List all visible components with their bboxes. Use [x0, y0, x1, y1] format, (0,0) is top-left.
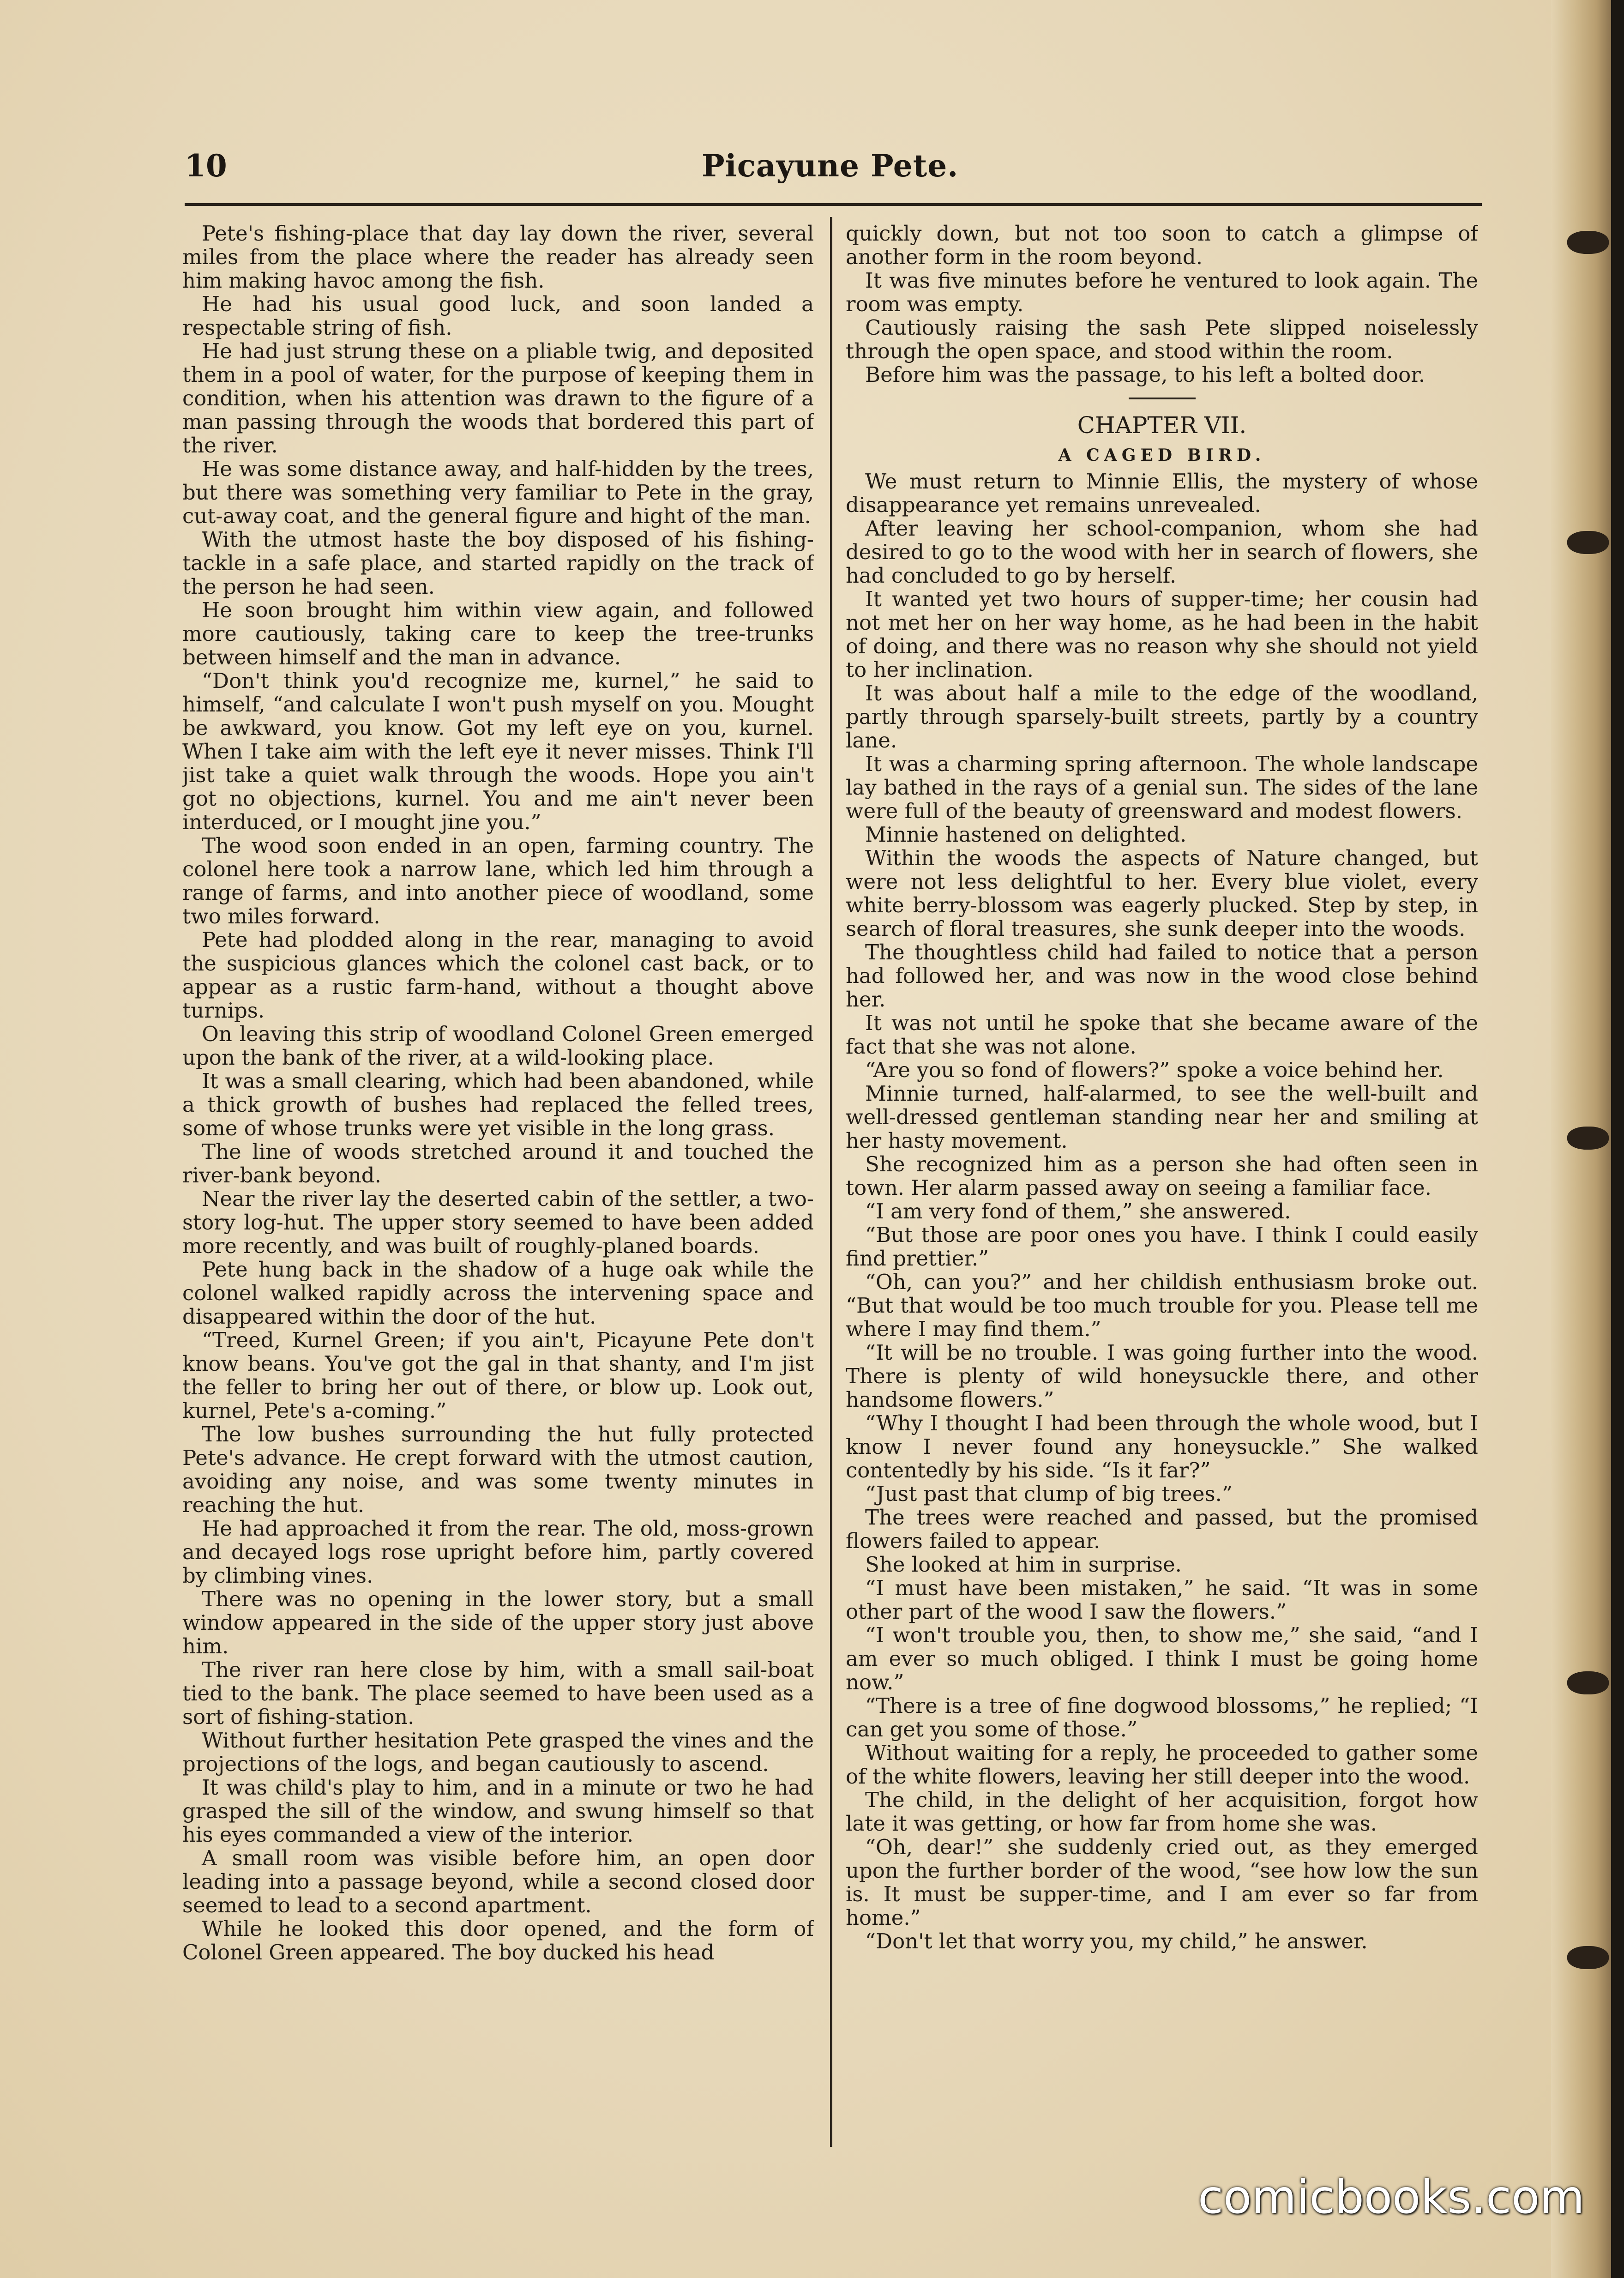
paragraph: “Are you so fond of flowers?” spoke a voice behind her. [865, 1058, 1444, 1082]
paragraph: “Treed, Kurnel Green; if you ain't, Picayune Pete don't know beans. You've got the gal in that shanty, and I'm jist the feller to bring her out of there, or blow up. Look out, kurnel, Pete's a-coming.” [182, 1328, 814, 1423]
paragraph: Pete had plodded along in the rear, managing to avoid the suspicious glances which the colonel cast back, or to appear as a rustic farm-hand, without a thought above turnips. [182, 928, 814, 1023]
paragraph: It was a charming spring afternoon. The whole landscape lay bathed in the rays of a genial sun. The sides of the lane were full of the beauty of greensward and modest flowers. [846, 752, 1478, 823]
right-column [846, 222, 1478, 2161]
paragraph: “I am very fond of them,” she answered. [865, 1199, 1291, 1223]
paragraph: It was child's play to him, and in a minute or two he had grasped the sill of the window, and swung himself so that his eyes commanded a view of the interior. [182, 1775, 814, 1847]
paragraph: The line of woods stretched around it and touched the river-bank beyond. [182, 1139, 814, 1187]
paragraph: “Oh, dear!” she suddenly cried out, as they emerged upon the further border of the wood, “see how low the sun is. It must be supper-time, and I am ever so far from home.” [846, 1835, 1478, 1930]
paragraph: It was not until he spoke that she became aware of the fact that she was not alone. [846, 1011, 1478, 1059]
page-number: 10 [185, 148, 227, 184]
chapter-rule [1129, 398, 1196, 399]
chapter-heading: CHAPTER VII. [1077, 412, 1247, 439]
paragraph: It was about half a mile to the edge of the woodland, partly through sparsely-built streets, partly by a country lane. [846, 681, 1478, 753]
paragraph: On leaving this strip of woodland Colonel Green emerged upon the bank of the river, at a wild-looking place. [182, 1022, 814, 1070]
paragraph: After leaving her school-companion, whom she had desired to go to the wood with her in search of flowers, she had concluded to go by herself. [846, 516, 1478, 588]
paragraph: quickly down, but not too soon to catch a glimpse of another form in the room beyond. [846, 222, 1478, 269]
paragraph: “Don't let that worry you, my child,” he answer. [865, 1929, 1368, 1953]
paragraph: The river ran here close by him, with a small sail-boat tied to the bank. The place seemed to have been used as a sort of fishing-station. [182, 1657, 814, 1729]
paragraph: He had just strung these on a pliable twig, and deposited them in a pool of water, for the purpose of keeping them in condition, when his attention was drawn to the figure of a man passing through the woods that bordered this part of the river. [182, 339, 814, 458]
paragraph: The wood soon ended in an open, farming country. The colonel here took a narrow lane, which led him through a range of farms, and into another piece of woodland, some two miles forward. [182, 833, 814, 928]
paragraph: Pete's fishing-place that day lay down the river, several miles from the place where the reader has already seen him making havoc among the fish. [182, 222, 814, 293]
paragraph: Within the woods the aspects of Nature changed, but were not less delightful to her. Every blue violet, every white berry-blossom was eagerly plucked. Step by step, in search of floral treasures, she sunk deeper into the woods. [846, 846, 1478, 941]
paragraph: There was no opening in the lower story, but a small window appeared in the side of the upper story just above him. [182, 1587, 814, 1658]
binding-stitch [1567, 1127, 1609, 1150]
binding-stitch [1567, 531, 1609, 554]
paragraph: A small room was visible before him, an open door leading into a passage beyond, while a second closed door seemed to lead to a second apartment. [182, 1846, 814, 1917]
paragraph: “Why I thought I had been through the whole wood, but I know I never found any honeysuckle.” She walked contentedly by his side. “Is it far?” [846, 1411, 1478, 1483]
paragraph: Before him was the passage, to his left a bolted door. [865, 362, 1426, 387]
paragraph: With the utmost haste the boy disposed of his fishing-tackle in a safe place, and started rapidly on the track of the person he had seen. [182, 527, 814, 599]
binding-stitch [1567, 231, 1609, 254]
paragraph: “Oh, can you?” and her childish enthusiasm broke out. “But that would be too much trouble for you. Please tell me where I may find them.” [846, 1270, 1478, 1341]
paragraph: She recognized him as a person she had often seen in town. Her alarm passed away on seeing a familiar face. [846, 1152, 1478, 1200]
column-divider [830, 217, 832, 2147]
paragraph: Without waiting for a reply, he proceeded to gather some of the white flowers, leaving her still deeper into the wood. [846, 1741, 1478, 1789]
page-header [185, 148, 1482, 194]
paragraph: “Just past that clump of big trees.” [865, 1482, 1233, 1506]
paragraph: Cautiously raising the sash Pete slipped noiselessly through the open space, and stood within the room. [846, 315, 1478, 363]
chapter-body [846, 470, 1478, 1953]
header-rule [185, 203, 1482, 206]
paragraph: While he looked this door opened, and the form of Colonel Green appeared. The boy ducked his head [182, 1916, 814, 1965]
paragraph: The thoughtless child had failed to notice that a person had followed her, and was now in the wood close behind her. [846, 940, 1478, 1012]
paragraph: “I won't trouble you, then, to show me,” she said, “and I am ever so much obliged. I think I must be going home now.” [846, 1623, 1478, 1694]
paragraph: Minnie turned, half-alarmed, to see the well-built and well-dressed gentleman standing near her and smiling at her hasty movement. [846, 1081, 1478, 1153]
watermark: comicbooks.com [1198, 2170, 1585, 2224]
paragraph: Near the river lay the deserted cabin of the settler, a two-story log-hut. The upper story seemed to have been added more recently, and was built of roughly-planed boards. [182, 1187, 814, 1258]
paragraph: “But those are poor ones you have. I think I could easily find prettier.” [846, 1223, 1478, 1271]
paragraph: “Don't think you'd recognize me, kurnel,” he said to himself, “and calculate I won't push myself on you. Mought be awkward, you know. Got my left eye on you, kurnel. When I take aim with the left eye it never misses. Think I'll jist take a quiet walk through the woods. Hope you ain't got no objections, kurnel. You and me ain't never been interduced, or I mought jine you.” [182, 669, 814, 834]
paragraph: We must return to Minnie Ellis, the mystery of whose disappearance yet remains unrevealed. [846, 469, 1478, 517]
paragraph: “It will be no trouble. I was going further into the wood. There is plenty of wild honeysuckle there, and other handsome flowers.” [846, 1340, 1478, 1412]
paragraph: The child, in the delight of her acquisition, forgot how late it was getting, or how far from home she was. [846, 1788, 1478, 1836]
paragraph: Pete hung back in the shadow of a huge oak while the colonel walked rapidly across the intervening space and disappeared within the door of the hut. [182, 1257, 814, 1329]
paragraph: He soon brought him within view again, and followed more cautiously, taking care to keep the tree-trunks between himself and the man in advance. [182, 598, 814, 669]
binding-stitch [1567, 1946, 1609, 1969]
right-column-continuation [846, 222, 1478, 386]
paragraph: Minnie hastened on delighted. [865, 822, 1187, 847]
paragraph: It was a small clearing, which had been abandoned, while a thick growth of bushes had replaced the felled trees, some of whose trunks were yet visible in the long grass. [182, 1069, 814, 1140]
paragraph: He had approached it from the rear. The old, moss-grown and decayed logs rose upright before him, partly covered by climbing vines. [182, 1516, 814, 1588]
paragraph: He was some distance away, and half-hidden by the trees, but there was something very familiar to Pete in the gray, cut-away coat, and the general figure and hight of the man. [182, 457, 814, 528]
paragraph: It was five minutes before he ventured to look again. The room was empty. [846, 268, 1478, 316]
paragraph: “I must have been mistaken,” he said. “It was in some other part of the wood I saw the flowers.” [846, 1576, 1478, 1624]
running-title: Picayune Pete. [702, 148, 959, 184]
paragraph: He had his usual good luck, and soon landed a respectable string of fish. [182, 292, 814, 340]
chapter-title: A CAGED BIRD. [1058, 446, 1266, 465]
paragraph: She looked at him in surprise. [865, 1552, 1182, 1577]
paragraph: Without further hesitation Pete grasped the vines and the projections of the logs, and began cautiously to ascend. [182, 1728, 814, 1776]
paragraph: The trees were reached and passed, but the promised flowers failed to appear. [846, 1505, 1478, 1553]
left-column [182, 222, 814, 2161]
paragraph: It wanted yet two hours of supper-time; her cousin had not met her on her way home, as he had been in the habit of doing, and there was no reason why she should not yield to her inclination. [846, 587, 1478, 682]
paragraph: “There is a tree of fine dogwood blossoms,” he replied; “I can get you some of those.” [846, 1693, 1478, 1742]
binding-stitch [1567, 1671, 1609, 1694]
paragraph: The low bushes surrounding the hut fully protected Pete's advance. He crept forward with the utmost caution, avoiding any noise, and was some twenty minutes in reaching the hut. [182, 1422, 814, 1517]
